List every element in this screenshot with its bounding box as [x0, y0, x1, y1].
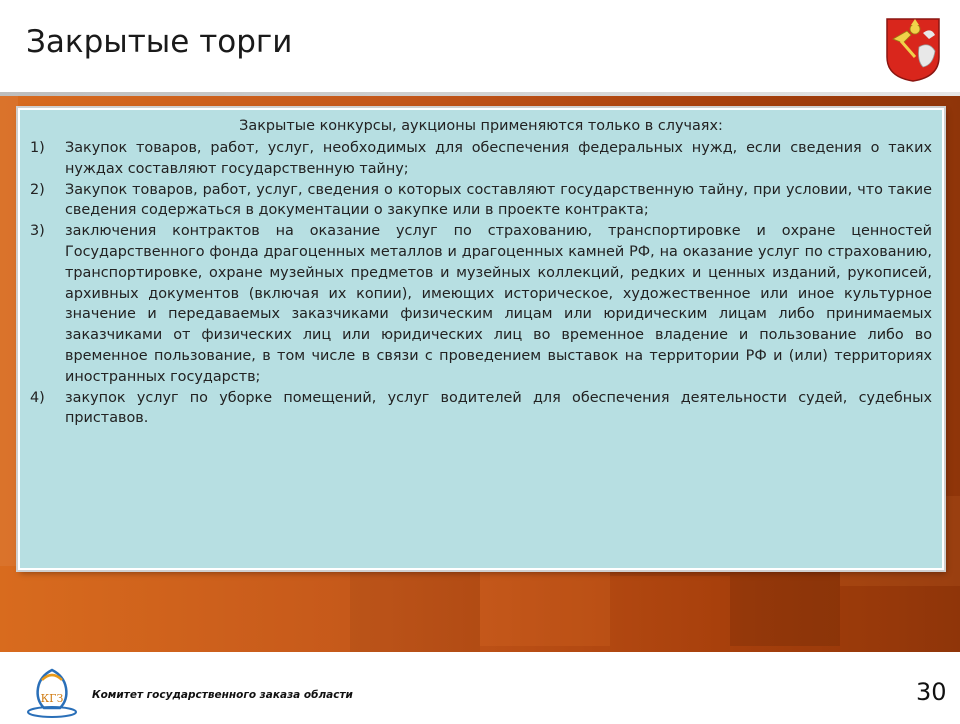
- numbered-list: [30, 138, 932, 429]
- list-item: [30, 388, 932, 430]
- list-item-number: 3): [30, 223, 45, 240]
- list-item-number: 1): [30, 140, 45, 156]
- slide-title: Закрытые торги: [26, 24, 293, 60]
- logo-text: КГЗ: [40, 692, 64, 705]
- organization-name: Комитет государственного заказа области: [92, 689, 353, 701]
- kgz-logo-icon: [24, 666, 80, 720]
- slide-header: [0, 0, 960, 92]
- content-panel: [18, 108, 944, 570]
- slide-footer: [0, 652, 960, 720]
- list-item-number: 2): [30, 181, 45, 198]
- list-item-text: закупок услуг по уборке помещений, услуг водителей для обеспечения деятельности судей, судебных приставов.: [65, 389, 932, 427]
- slide-background: [0, 96, 960, 652]
- list-item: [30, 138, 932, 180]
- panel-intro: Закрытые конкурсы, аукционы применяются только в случаях:: [239, 118, 723, 134]
- list-item-text: Закупок товаров, работ, услуг, сведения о которых составляют государственную тайну, при условии, что такие сведения содержаться в документации о закупке или в проекте контракта;: [65, 181, 932, 219]
- list-item: [30, 221, 932, 387]
- page-number: 30: [916, 678, 947, 706]
- list-item-text: Закупок товаров, работ, услуг, необходимых для обеспечения федеральных нужд, если сведения о таких нуждах составляют государственную тайну;: [65, 140, 932, 177]
- coat-of-arms-icon: [885, 17, 941, 83]
- list-item-number: 4): [30, 389, 45, 406]
- list-item: [30, 180, 932, 222]
- list-item-text: заключения контрактов на оказание услуг по страхованию, транспортировке и охране ценностей Государственного фонда драгоценных металлов и драгоценных камней РФ, на оказание услуг по страхованию, транспортировке, охране музейных предметов и музейных коллекций, редких и ценных изданий, рукописей, архивных документов (включая их копии), имеющих историческое, художественное или иное культурное значение и передаваемых заказчиками физическим лицам или юридическим лицам либо принимаемых заказчиками от физических лиц или юридических лиц во временное владение и пользование либо во временное пользование, в том числе в связи с проведением выставок на территории РФ и (или) территориях иностранных государств;: [65, 223, 932, 385]
